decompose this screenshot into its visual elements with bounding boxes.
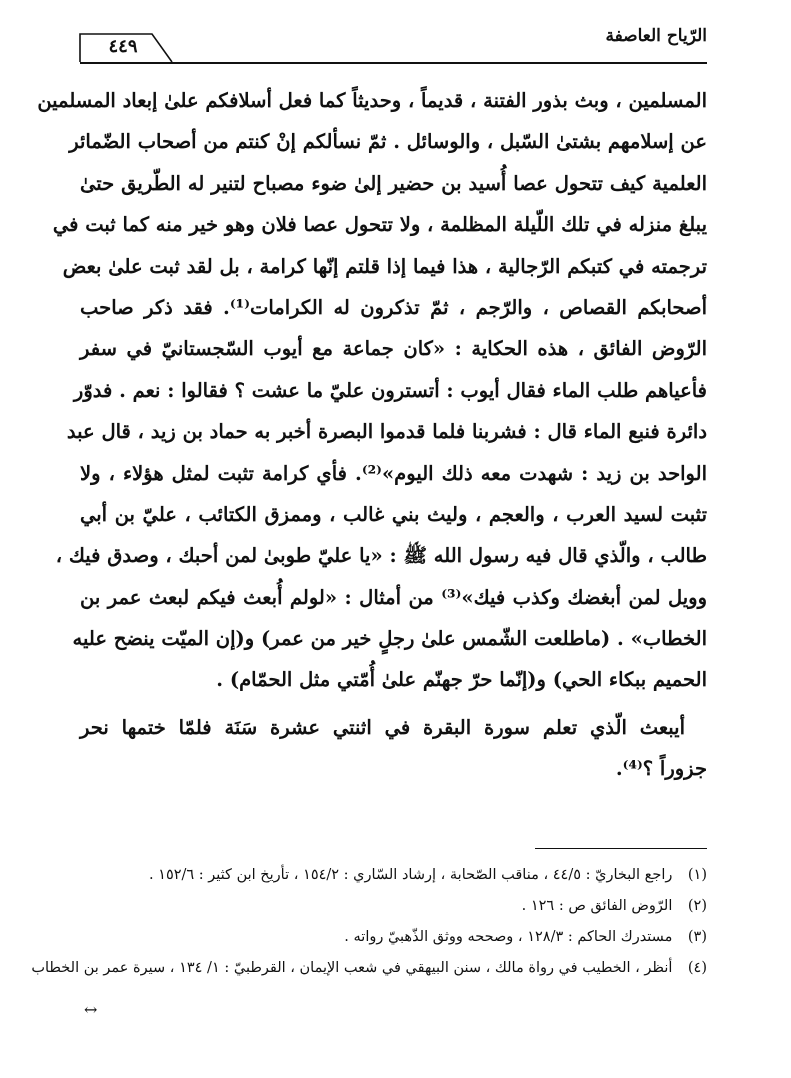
footnote-number: (٣) xyxy=(687,929,707,945)
footnote-4 xyxy=(31,953,707,984)
footnote-number: (٤) xyxy=(687,960,707,976)
footnote-rule xyxy=(535,848,707,849)
footnote-number: (٢) xyxy=(687,898,707,914)
page-number-tab xyxy=(80,32,172,62)
body-text xyxy=(37,80,707,790)
header-rule xyxy=(80,62,707,64)
footnote-text: مستدرك الحاكم : ١٢٨/٣ ، وصححه ووثق الذّهبيّ رواته . xyxy=(344,929,673,945)
text-line: الرّوض الفائق ، هذه الحكاية : «كان جماعة مع أيوب السّجستانيّ في سفر xyxy=(80,337,707,361)
footnote-text: راجع البخاريّ : ٤٤/٥ ، مناقب الصّحابة ، إرشاد السّاري : ١٥٤/٢ ، تأريخ ابن كثير : ١٥٢/٦ . xyxy=(148,867,673,883)
text-line: ترجمته في كتبكم الرّجالية ، هذا فيما إذا قلتم إنّها كرامة ، بل لقد ثبت علىٰ بعض xyxy=(62,254,707,278)
footnote-3 xyxy=(80,922,707,953)
text-line: المسلمين ، وبث بذور الفتنة ، قديماً ، وحديثاً كما فعل أسلافكم علىٰ إبعاد المسلمين xyxy=(37,89,707,112)
footnote-2 xyxy=(80,891,707,922)
text-line: وويل لمن أبغضك وكذب فيك»⁽³⁾ من أمثال : «لولم أُبعث فيكم لبعث عمر بن xyxy=(80,585,707,609)
text-line: فأعياهم طلب الماء فقال أيوب : أتسترون عليّ ما عشت ؟ فقالوا : نعم . فدوّر xyxy=(73,378,707,402)
paragraph-1 xyxy=(37,80,707,701)
running-header-title: الرّياح العاصفة xyxy=(605,26,707,46)
footnote-1 xyxy=(80,860,707,891)
text-line: دائرة فنبع الماء قال : فشربنا فلما قدموا البصرة أخبر به حماد بن زيد ، قال عبد xyxy=(66,420,707,444)
paragraph-2 xyxy=(80,707,707,790)
page-number: ٤٤٩ xyxy=(108,36,138,57)
text-line: الحميم ببكاء الحي) و(إنّما حرّ جهنّم علىٰ أُمّتي مثل الحمّام) . xyxy=(216,668,707,692)
text-line: أيبعث الّذي تعلم سورة البقرة في اثنتي عشرة سَنَة فلمّا ختمها نحر xyxy=(80,715,685,739)
continuation-arrow-icon: ↔ xyxy=(84,1000,98,1019)
text-line: الخطاب» . (ماطلعت الشّمس علىٰ رجلٍ خير من عمر) و(إن الميّت ينضح عليه xyxy=(72,627,707,651)
text-line: طالب ، والّذي قال فيه رسول الله ﷺ : «يا عليّ طوبىٰ لمن أحبك ، وصدق فيك ، xyxy=(55,544,707,568)
text-line: جزوراً ؟⁽⁴⁾. xyxy=(615,757,707,781)
text-line: يبلغ منزله في تلك اللّيلة المظلمة ، ولا تتحول عصا فلان وهو خير منه كما ثبت في xyxy=(52,213,707,237)
footnote-number: (١) xyxy=(687,867,707,883)
text-line: الواحد بن زيد : شهدت معه ذلك اليوم»⁽²⁾. فأي كرامة تثبت لمثل هؤلاء ، ولا xyxy=(80,461,707,485)
footnote-text: الرّوض الفائق ص : ١٢٦ . xyxy=(521,898,673,914)
footnote-text: أنظر ، الخطيب في رواة مالك ، سنن البيهقي في شعب الإيمان ، القرطبيّ : ١/ ١٣٤ ، سيرة عمر بن الخطاب xyxy=(31,960,673,976)
text-line: العلمية كيف تتحول عصا أُسيد بن حضير إلىٰ ضوء مصباح لتنير له الطّريق حتىٰ xyxy=(80,171,707,195)
text-line: عن إسلامهم بشتىٰ السّبل ، والوسائل . ثمّ نسألكم إنْ كنتم من أصحاب الضّمائر xyxy=(69,130,707,154)
text-line: أصحابكم القصاص ، والرّجم ، ثمّ تذكرون له الكرامات⁽¹⁾. فقد ذكر صاحب xyxy=(80,295,707,319)
text-line: تثبت لسيد العرب ، والعجم ، وليث بني غالب ، وممزق الكتائب ، عليّ بن أبي xyxy=(80,502,707,526)
footnotes xyxy=(31,860,707,984)
